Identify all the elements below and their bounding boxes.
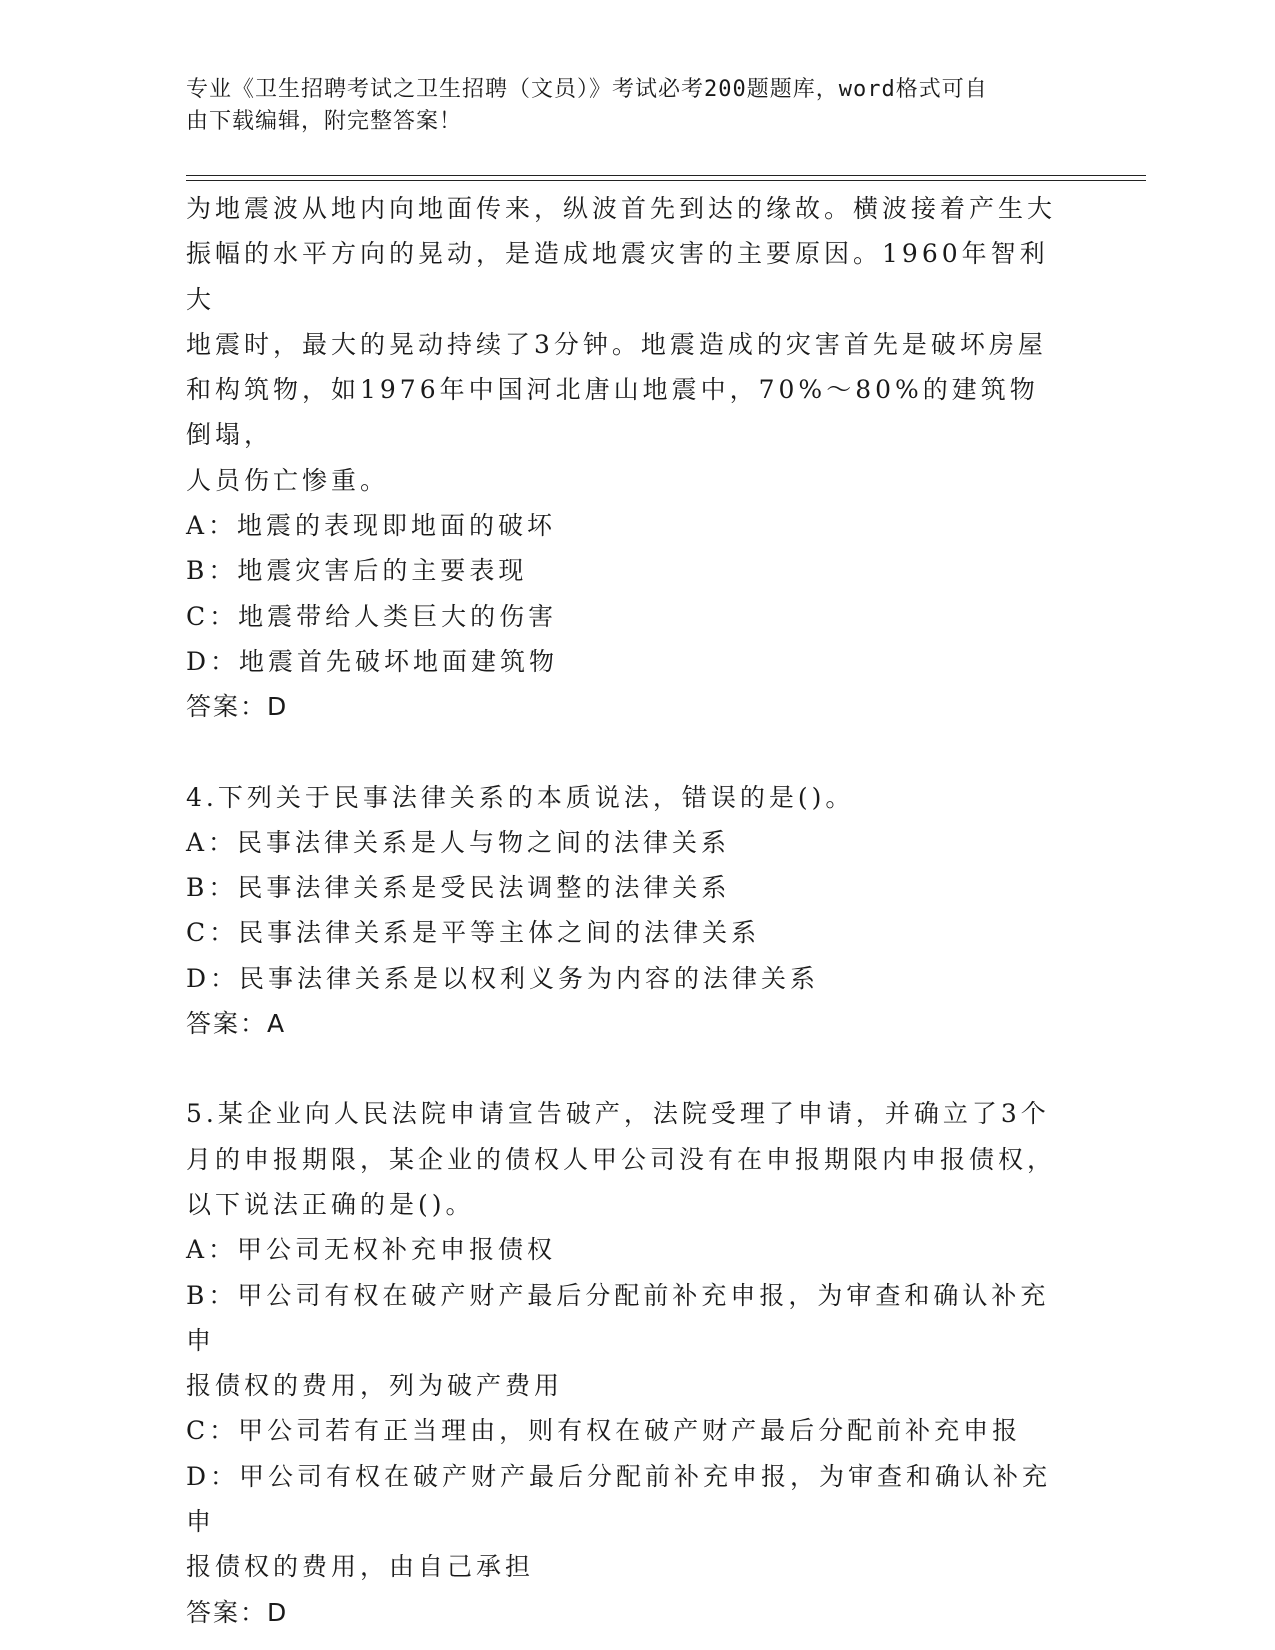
option-c: C：地震带给人类巨大的伤害: [186, 601, 558, 631]
question-stem-line: 月的申报期限，某企业的债权人甲公司没有在申报期限内申报债权，: [186, 1144, 1057, 1174]
question-5: [186, 1091, 1066, 1635]
document-body: [186, 186, 1066, 1635]
spacer: [186, 1046, 1066, 1091]
spacer: [186, 730, 1066, 775]
option-c: C：甲公司若有正当理由，则有权在破产财产最后分配前补充申报: [186, 1416, 1022, 1446]
option-d: D：甲公司有权在破产财产最后分配前补充申报，为审查和确认补充申: [186, 1461, 1052, 1537]
option-d-continued: 报债权的费用，由自己承担: [186, 1552, 535, 1582]
question-stem-line: 为地震波从地内向地面传来，纵波首先到达的缘故。横波接着产生大: [186, 194, 1057, 223]
option-b: B：地震灾害后的主要表现: [186, 556, 528, 586]
answer: 答案：D: [186, 1597, 289, 1627]
question-stem-line: 地震时，最大的晃动持续了3分钟。地震造成的灾害首先是破坏房屋: [186, 329, 1047, 359]
option-a: A：民事法律关系是人与物之间的法律关系: [186, 827, 731, 857]
option-b: B：甲公司有权在破产财产最后分配前补充申报，为审查和确认补充申: [186, 1280, 1050, 1355]
question-3: [186, 186, 1066, 730]
question-stem-line: 4.下列关于民事法律关系的本质说法，错误的是()。: [186, 782, 855, 812]
header-line-1: 专业《卫生招聘考试之卫生招聘（文员）》考试必考200题题库，word格式可自: [186, 77, 988, 102]
question-stem-line: 5.某企业向人民法院申请宣告破产，法院受理了申请，并确立了3个: [186, 1099, 1050, 1129]
question-stem-line: 和构筑物，如1976年中国河北唐山地震中，70%～80%的建筑物倒塌，: [186, 375, 1039, 450]
option-c: C：民事法律关系是平等主体之间的法律关系: [186, 918, 761, 948]
option-d: D：地震首先破坏地面建筑物: [186, 646, 559, 676]
answer: 答案：A: [186, 1009, 287, 1039]
header-line-2: 由下载编辑，附完整答案！: [186, 109, 463, 134]
option-a: A：甲公司无权补充申报债权: [186, 1235, 557, 1265]
document-header: [186, 74, 1066, 138]
header-rule-bottom: [186, 180, 1146, 181]
question-stem-line: 振幅的水平方向的晃动，是造成地震灾害的主要原因。1960年智利大: [186, 239, 1049, 314]
answer: 答案：D: [186, 692, 289, 722]
option-a: A：地震的表现即地面的破坏: [186, 511, 557, 541]
question-stem-line: 以下说法正确的是()。: [186, 1189, 475, 1219]
question-stem-line: 人员伤亡惨重。: [186, 465, 390, 495]
option-d: D：民事法律关系是以权利义务为内容的法律关系: [186, 963, 820, 993]
question-4: [186, 775, 1066, 1047]
header-rule-top: [186, 175, 1146, 176]
option-b-continued: 报债权的费用，列为破产费用: [186, 1371, 564, 1401]
option-b: B：民事法律关系是受民法调整的法律关系: [186, 873, 731, 903]
